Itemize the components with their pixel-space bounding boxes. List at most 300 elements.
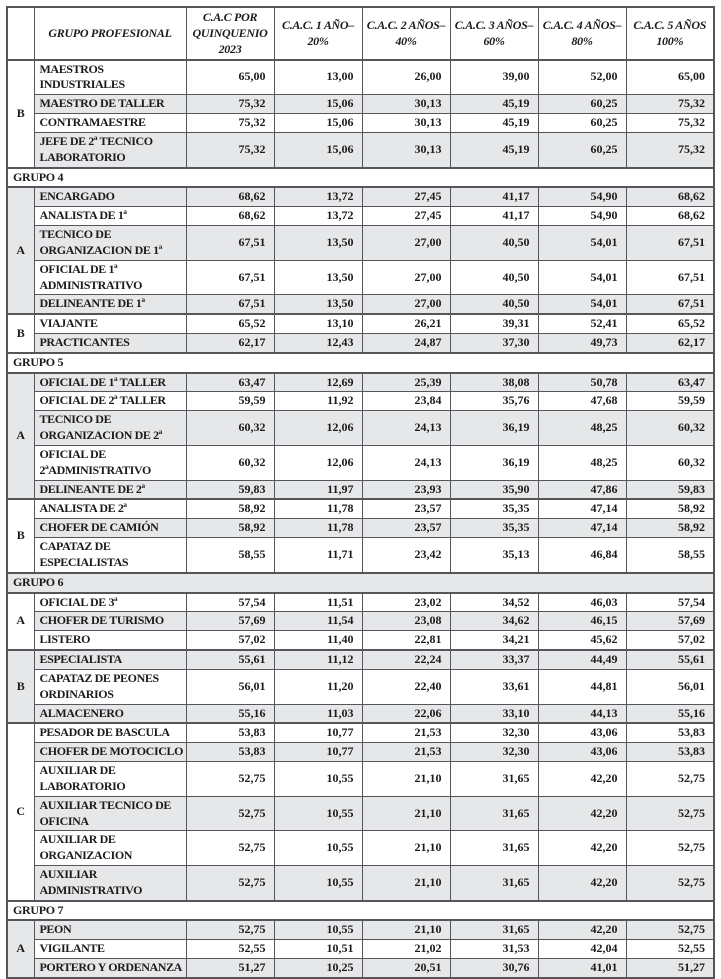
- value-cell: 42,20: [538, 831, 626, 866]
- value-cell: 60,25: [538, 95, 626, 114]
- value-cell: 42,20: [538, 762, 626, 797]
- value-cell: 42,20: [538, 920, 626, 939]
- profession-cell: OFICIAL DE 1ª ADMINISTRATIVO: [34, 260, 186, 295]
- value-cell: 46,15: [538, 612, 626, 631]
- value-cell: 27,00: [362, 226, 450, 261]
- profession-cell: TECNICO DE ORGANIZACION DE 2ª: [34, 411, 186, 446]
- value-cell: 67,51: [626, 295, 714, 314]
- profession-cell: OFICIAL DE 3ª: [34, 593, 186, 612]
- value-cell: 67,51: [626, 226, 714, 261]
- group-section-label: GRUPO 6: [7, 573, 714, 593]
- value-cell: 11,92: [274, 392, 362, 411]
- value-cell: 40,50: [450, 226, 538, 261]
- value-cell: 30,13: [362, 95, 450, 114]
- value-cell: 44,81: [538, 669, 626, 704]
- value-cell: 52,55: [626, 940, 714, 959]
- value-cell: 42,20: [538, 796, 626, 831]
- value-cell: 33,37: [450, 650, 538, 669]
- value-cell: 40,50: [450, 295, 538, 314]
- profession-cell: DELINEANTE DE 1ª: [34, 295, 186, 314]
- value-cell: 52,41: [538, 314, 626, 333]
- value-cell: 21,10: [362, 920, 450, 939]
- group-letter-cell: B: [7, 499, 34, 572]
- group-section-label: GRUPO 5: [7, 353, 714, 373]
- value-cell: 47,68: [538, 392, 626, 411]
- value-cell: 39,31: [450, 314, 538, 333]
- table-row: [7, 612, 714, 631]
- profession-cell: AUXILIAR ADMINISTRATIVO: [34, 866, 186, 901]
- value-cell: 47,14: [538, 499, 626, 518]
- value-cell: 11,97: [274, 480, 362, 499]
- value-cell: 30,13: [362, 132, 450, 167]
- value-cell: 49,73: [538, 333, 626, 352]
- value-cell: 42,20: [538, 866, 626, 901]
- value-cell: 21,53: [362, 743, 450, 762]
- profession-cell: JEFE DE 2ª TECNICO LABORATORIO: [34, 132, 186, 167]
- value-cell: 11,78: [274, 519, 362, 538]
- value-cell: 31,53: [450, 940, 538, 959]
- table-row: [7, 295, 714, 314]
- group-section-label: GRUPO 7: [7, 901, 714, 921]
- value-cell: 65,00: [626, 60, 714, 95]
- value-cell: 11,20: [274, 669, 362, 704]
- value-cell: 52,75: [186, 762, 274, 797]
- table-row: [7, 114, 714, 133]
- value-cell: 33,61: [450, 669, 538, 704]
- value-cell: 34,21: [450, 631, 538, 650]
- column-header-cac-4: C.A.C. 4 AÑOS–80%: [538, 7, 626, 60]
- profession-cell: MAESTRO DE TALLER: [34, 95, 186, 114]
- group-letter-cell: B: [7, 60, 34, 168]
- value-cell: 75,32: [626, 114, 714, 133]
- profession-cell: TECNICO DE ORGANIZACION DE 1ª: [34, 226, 186, 261]
- column-header-cac-5: C.A.C. 5 AÑOS 100%: [626, 7, 714, 60]
- value-cell: 52,00: [538, 60, 626, 95]
- value-cell: 52,75: [186, 866, 274, 901]
- value-cell: 75,32: [626, 132, 714, 167]
- value-cell: 54,90: [538, 187, 626, 206]
- value-cell: 10,51: [274, 940, 362, 959]
- profession-cell: AUXILIAR DE LABORATORIO: [34, 762, 186, 797]
- value-cell: 31,65: [450, 831, 538, 866]
- table-row: [7, 226, 714, 261]
- value-cell: 10,55: [274, 831, 362, 866]
- table-row: [7, 831, 714, 866]
- value-cell: 11,78: [274, 499, 362, 518]
- value-cell: 47,86: [538, 480, 626, 499]
- value-cell: 52,75: [626, 762, 714, 797]
- value-cell: 44,49: [538, 650, 626, 669]
- value-cell: 12,06: [274, 445, 362, 480]
- value-cell: 60,25: [538, 114, 626, 133]
- value-cell: 23,02: [362, 593, 450, 612]
- profession-cell: OFICIAL DE 1ª TALLER: [34, 373, 186, 392]
- column-header-grupo-profesional: GRUPO PROFESIONAL: [34, 7, 186, 60]
- table-row: [7, 95, 714, 114]
- value-cell: 52,75: [626, 831, 714, 866]
- value-cell: 60,32: [186, 411, 274, 446]
- table-row: [7, 650, 714, 669]
- table-row: [7, 132, 714, 167]
- value-cell: 36,19: [450, 411, 538, 446]
- value-cell: 32,30: [450, 723, 538, 742]
- profession-cell: PESADOR DE BASCULA: [34, 723, 186, 742]
- value-cell: 35,35: [450, 499, 538, 518]
- value-cell: 21,10: [362, 831, 450, 866]
- value-cell: 60,25: [538, 132, 626, 167]
- value-cell: 35,35: [450, 519, 538, 538]
- profession-cell: ANALISTA DE 1ª: [34, 207, 186, 226]
- group-section-row: [7, 573, 714, 593]
- value-cell: 75,32: [186, 114, 274, 133]
- group-letter-cell: C: [7, 723, 34, 900]
- header-row: [7, 7, 714, 60]
- value-cell: 59,83: [186, 480, 274, 499]
- value-cell: 65,52: [626, 314, 714, 333]
- group-section-label: GRUPO 4: [7, 168, 714, 188]
- value-cell: 60,32: [186, 445, 274, 480]
- value-cell: 21,53: [362, 723, 450, 742]
- value-cell: 39,00: [450, 60, 538, 95]
- value-cell: 53,83: [626, 743, 714, 762]
- value-cell: 46,03: [538, 593, 626, 612]
- value-cell: 65,00: [186, 60, 274, 95]
- value-cell: 52,75: [626, 920, 714, 939]
- value-cell: 41,17: [450, 207, 538, 226]
- value-cell: 22,06: [362, 704, 450, 723]
- value-cell: 10,55: [274, 866, 362, 901]
- value-cell: 33,10: [450, 704, 538, 723]
- value-cell: 13,72: [274, 187, 362, 206]
- column-header-cac-1: C.A.C. 1 AÑO–20%: [274, 7, 362, 60]
- value-cell: 21,02: [362, 940, 450, 959]
- value-cell: 51,27: [186, 959, 274, 978]
- value-cell: 10,55: [274, 796, 362, 831]
- column-header-cac-3: C.A.C. 3 AÑOS–60%: [450, 7, 538, 60]
- value-cell: 20,51: [362, 959, 450, 978]
- value-cell: 32,30: [450, 743, 538, 762]
- profession-cell: VIAJANTE: [34, 314, 186, 333]
- value-cell: 27,00: [362, 260, 450, 295]
- value-cell: 63,47: [186, 373, 274, 392]
- value-cell: 35,76: [450, 392, 538, 411]
- profession-cell: CAPATAZ DE PEONES ORDINARIOS: [34, 669, 186, 704]
- table-row: [7, 499, 714, 518]
- value-cell: 13,00: [274, 60, 362, 95]
- value-cell: 54,01: [538, 295, 626, 314]
- profession-cell: CHOFER DE MOTOCICLO: [34, 743, 186, 762]
- group-section-row: [7, 168, 714, 188]
- profession-cell: ENCARGADO: [34, 187, 186, 206]
- value-cell: 51,27: [626, 959, 714, 978]
- value-cell: 41,17: [450, 187, 538, 206]
- table-row: [7, 723, 714, 742]
- value-cell: 67,51: [186, 226, 274, 261]
- table-row: [7, 743, 714, 762]
- table-row: [7, 333, 714, 352]
- value-cell: 31,65: [450, 920, 538, 939]
- value-cell: 58,92: [626, 519, 714, 538]
- value-cell: 58,92: [626, 499, 714, 518]
- value-cell: 15,06: [274, 95, 362, 114]
- value-cell: 13,72: [274, 207, 362, 226]
- value-cell: 22,24: [362, 650, 450, 669]
- profession-cell: VIGILANTE: [34, 940, 186, 959]
- table-row: [7, 411, 714, 446]
- value-cell: 62,17: [186, 333, 274, 352]
- table-row: [7, 959, 714, 978]
- value-cell: 47,14: [538, 519, 626, 538]
- profession-cell: DELINEANTE DE 2ª: [34, 480, 186, 499]
- profession-cell: CHOFER DE CAMIÓN: [34, 519, 186, 538]
- value-cell: 13,10: [274, 314, 362, 333]
- value-cell: 68,62: [626, 207, 714, 226]
- value-cell: 68,62: [186, 187, 274, 206]
- value-cell: 11,51: [274, 593, 362, 612]
- value-cell: 48,25: [538, 411, 626, 446]
- value-cell: 10,25: [274, 959, 362, 978]
- table-row: [7, 373, 714, 392]
- value-cell: 57,54: [186, 593, 274, 612]
- value-cell: 41,01: [538, 959, 626, 978]
- table-row: [7, 669, 714, 704]
- value-cell: 56,01: [186, 669, 274, 704]
- value-cell: 27,45: [362, 207, 450, 226]
- value-cell: 21,10: [362, 796, 450, 831]
- value-cell: 22,81: [362, 631, 450, 650]
- table-row: [7, 920, 714, 939]
- value-cell: 55,16: [626, 704, 714, 723]
- value-cell: 52,75: [186, 796, 274, 831]
- value-cell: 30,13: [362, 114, 450, 133]
- value-cell: 75,32: [186, 132, 274, 167]
- table-row: [7, 631, 714, 650]
- value-cell: 52,75: [186, 831, 274, 866]
- value-cell: 58,92: [186, 499, 274, 518]
- value-cell: 57,02: [186, 631, 274, 650]
- value-cell: 31,65: [450, 762, 538, 797]
- salary-table: [6, 6, 715, 979]
- group-letter-cell: B: [7, 314, 34, 353]
- value-cell: 58,55: [626, 538, 714, 573]
- value-cell: 50,78: [538, 373, 626, 392]
- profession-cell: AUXILIAR TECNICO DE OFICINA: [34, 796, 186, 831]
- value-cell: 37,30: [450, 333, 538, 352]
- value-cell: 67,51: [186, 260, 274, 295]
- group-letter-cell: A: [7, 187, 34, 314]
- value-cell: 23,08: [362, 612, 450, 631]
- value-cell: 53,83: [186, 723, 274, 742]
- value-cell: 60,32: [626, 445, 714, 480]
- value-cell: 45,19: [450, 132, 538, 167]
- table-body: [7, 60, 714, 978]
- value-cell: 21,10: [362, 762, 450, 797]
- value-cell: 34,62: [450, 612, 538, 631]
- value-cell: 26,21: [362, 314, 450, 333]
- value-cell: 30,76: [450, 959, 538, 978]
- group-letter-cell: B: [7, 650, 34, 723]
- value-cell: 31,65: [450, 796, 538, 831]
- value-cell: 56,01: [626, 669, 714, 704]
- value-cell: 52,55: [186, 940, 274, 959]
- value-cell: 65,52: [186, 314, 274, 333]
- group-letter-cell: A: [7, 593, 34, 650]
- value-cell: 31,65: [450, 866, 538, 901]
- value-cell: 13,50: [274, 260, 362, 295]
- table-row: [7, 866, 714, 901]
- profession-cell: ALMACENERO: [34, 704, 186, 723]
- value-cell: 53,83: [626, 723, 714, 742]
- value-cell: 55,61: [626, 650, 714, 669]
- value-cell: 10,55: [274, 920, 362, 939]
- value-cell: 55,61: [186, 650, 274, 669]
- group-letter-cell: A: [7, 920, 34, 977]
- value-cell: 54,90: [538, 207, 626, 226]
- value-cell: 43,06: [538, 743, 626, 762]
- value-cell: 24,87: [362, 333, 450, 352]
- table-row: [7, 207, 714, 226]
- value-cell: 75,32: [626, 95, 714, 114]
- group-section-row: [7, 353, 714, 373]
- profession-cell: AUXILIAR DE ORGANIZACION: [34, 831, 186, 866]
- table-row: [7, 704, 714, 723]
- value-cell: 34,52: [450, 593, 538, 612]
- value-cell: 55,16: [186, 704, 274, 723]
- value-cell: 15,06: [274, 114, 362, 133]
- table-row: [7, 796, 714, 831]
- table-row: [7, 762, 714, 797]
- value-cell: 11,54: [274, 612, 362, 631]
- value-cell: 22,40: [362, 669, 450, 704]
- profession-cell: OFICIAL DE 2ª TALLER: [34, 392, 186, 411]
- value-cell: 52,75: [186, 920, 274, 939]
- value-cell: 46,84: [538, 538, 626, 573]
- table-row: [7, 538, 714, 573]
- table-row: [7, 445, 714, 480]
- value-cell: 59,59: [186, 392, 274, 411]
- value-cell: 57,54: [626, 593, 714, 612]
- value-cell: 25,39: [362, 373, 450, 392]
- value-cell: 23,84: [362, 392, 450, 411]
- value-cell: 67,51: [186, 295, 274, 314]
- profession-cell: MAESTROS INDUSTRIALES: [34, 60, 186, 95]
- value-cell: 36,19: [450, 445, 538, 480]
- value-cell: 35,13: [450, 538, 538, 573]
- value-cell: 27,45: [362, 187, 450, 206]
- table-row: [7, 392, 714, 411]
- value-cell: 45,19: [450, 95, 538, 114]
- profession-cell: PRACTICANTES: [34, 333, 186, 352]
- value-cell: 57,02: [626, 631, 714, 650]
- column-header-cac-quinquenio: C.A.C POR QUINQUENIO 2023: [186, 7, 274, 60]
- value-cell: 23,57: [362, 499, 450, 518]
- value-cell: 68,62: [186, 207, 274, 226]
- value-cell: 75,32: [186, 95, 274, 114]
- value-cell: 12,43: [274, 333, 362, 352]
- value-cell: 58,55: [186, 538, 274, 573]
- profession-cell: LISTERO: [34, 631, 186, 650]
- table-row: [7, 593, 714, 612]
- profession-cell: PEON: [34, 920, 186, 939]
- profession-cell: ANALISTA DE 2ª: [34, 499, 186, 518]
- value-cell: 24,13: [362, 411, 450, 446]
- table-row: [7, 480, 714, 499]
- value-cell: 10,55: [274, 762, 362, 797]
- value-cell: 10,77: [274, 723, 362, 742]
- value-cell: 42,04: [538, 940, 626, 959]
- profession-cell: CONTRAMAESTRE: [34, 114, 186, 133]
- group-letter-cell: A: [7, 373, 34, 500]
- table-row: [7, 519, 714, 538]
- value-cell: 13,50: [274, 295, 362, 314]
- value-cell: 53,83: [186, 743, 274, 762]
- table-row: [7, 314, 714, 333]
- column-header-cac-2: C.A.C. 2 AÑOS–40%: [362, 7, 450, 60]
- value-cell: 26,00: [362, 60, 450, 95]
- profession-cell: PORTERO Y ORDENANZA: [34, 959, 186, 978]
- value-cell: 48,25: [538, 445, 626, 480]
- value-cell: 35,90: [450, 480, 538, 499]
- profession-cell: OFICIAL DE 2ªADMINISTRATIVO: [34, 445, 186, 480]
- value-cell: 13,50: [274, 226, 362, 261]
- value-cell: 59,59: [626, 392, 714, 411]
- value-cell: 21,10: [362, 866, 450, 901]
- value-cell: 12,69: [274, 373, 362, 392]
- value-cell: 11,40: [274, 631, 362, 650]
- value-cell: 23,57: [362, 519, 450, 538]
- value-cell: 11,71: [274, 538, 362, 573]
- profession-cell: CAPATAZ DE ESPECIALISTAS: [34, 538, 186, 573]
- profession-cell: CHOFER DE TURISMO: [34, 612, 186, 631]
- value-cell: 43,06: [538, 723, 626, 742]
- group-section-row: [7, 901, 714, 921]
- column-header-letter: [7, 7, 34, 60]
- value-cell: 57,69: [186, 612, 274, 631]
- value-cell: 52,75: [626, 866, 714, 901]
- value-cell: 11,12: [274, 650, 362, 669]
- value-cell: 63,47: [626, 373, 714, 392]
- value-cell: 45,19: [450, 114, 538, 133]
- value-cell: 52,75: [626, 796, 714, 831]
- value-cell: 68,62: [626, 187, 714, 206]
- value-cell: 15,06: [274, 132, 362, 167]
- value-cell: 54,01: [538, 226, 626, 261]
- profession-cell: ESPECIALISTA: [34, 650, 186, 669]
- value-cell: 12,06: [274, 411, 362, 446]
- value-cell: 60,32: [626, 411, 714, 446]
- table-row: [7, 260, 714, 295]
- value-cell: 59,83: [626, 480, 714, 499]
- value-cell: 27,00: [362, 295, 450, 314]
- value-cell: 44,13: [538, 704, 626, 723]
- value-cell: 40,50: [450, 260, 538, 295]
- value-cell: 58,92: [186, 519, 274, 538]
- value-cell: 45,62: [538, 631, 626, 650]
- value-cell: 57,69: [626, 612, 714, 631]
- value-cell: 38,08: [450, 373, 538, 392]
- value-cell: 23,42: [362, 538, 450, 573]
- value-cell: 24,13: [362, 445, 450, 480]
- table-row: [7, 187, 714, 206]
- value-cell: 62,17: [626, 333, 714, 352]
- value-cell: 10,77: [274, 743, 362, 762]
- table-row: [7, 60, 714, 95]
- value-cell: 54,01: [538, 260, 626, 295]
- value-cell: 23,93: [362, 480, 450, 499]
- value-cell: 11,03: [274, 704, 362, 723]
- value-cell: 67,51: [626, 260, 714, 295]
- salary-table-container: [6, 6, 715, 979]
